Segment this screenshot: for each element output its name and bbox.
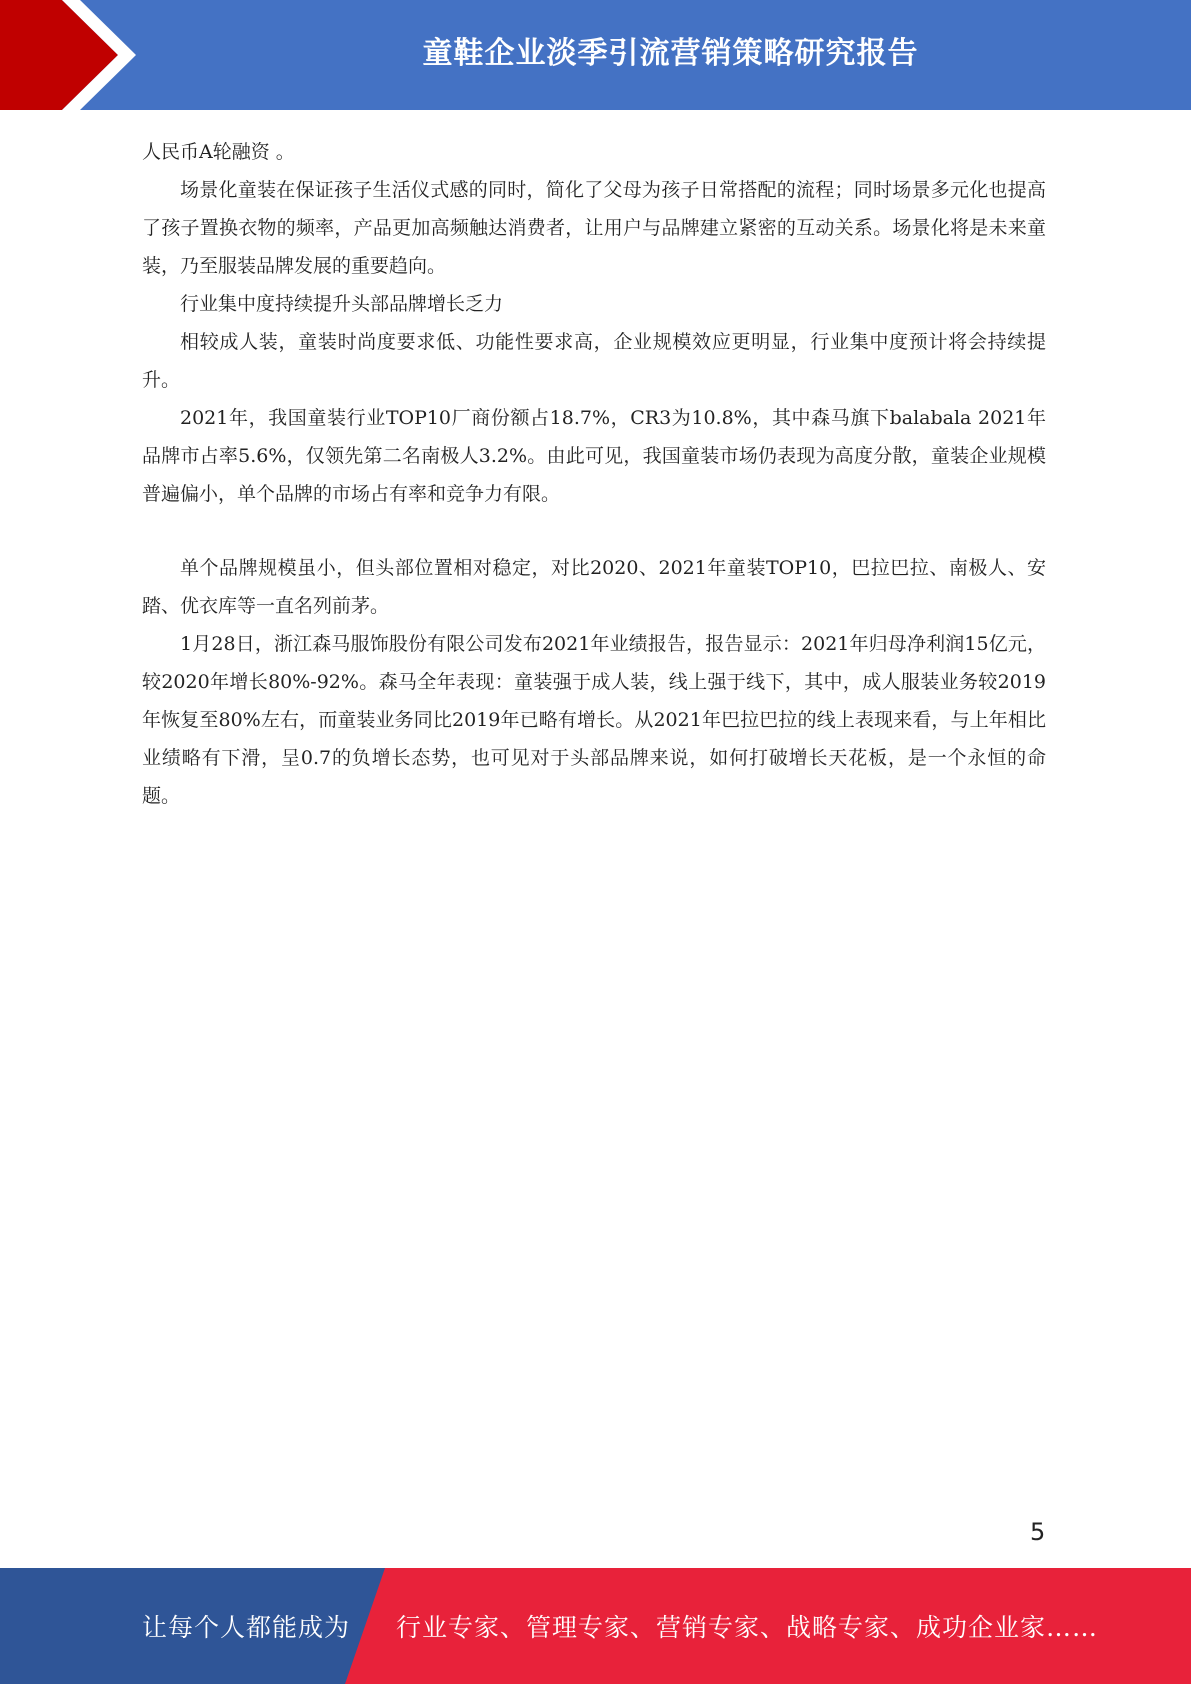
page-footer (0, 1568, 1191, 1684)
header-chevron-decoration (0, 0, 150, 110)
report-title: 童鞋企业淡季引流营销策略研究报告 (422, 36, 919, 71)
paragraph: 场景化童装在保证孩子生活仪式感的同时，简化了父母为孩子日常搭配的流程；同时场景多元化也提高了孩子置换衣物的频率，产品更加高频触达消费者，让用户与品牌建立紧密的互动关系。场景化将是未来童装，乃至服装品牌发展的重要趋向。 (142, 179, 1046, 277)
paragraph: 2021年，我国童装行业TOP10厂商份额占18.7%，CR3为10.8%，其中森马旗下balabala 2021年品牌市占率5.6%，仅领先第二名南极人3.2%。由此可见，我国童装市场仍表现为高度分散，童装企业规模普遍偏小，单个品牌的市场占有率和竞争力有限。 (142, 407, 1046, 505)
paragraph: 人民币A轮融资 。 (142, 141, 295, 163)
paragraph-spacer (142, 513, 1046, 549)
footer-slogan-right: 行业专家、管理专家、营销专家、战略专家、成功企业家…… (396, 1613, 1099, 1642)
paragraph: 单个品牌规模虽小，但头部位置相对稳定，对比2020、2021年童装TOP10，巴拉巴拉、南极人、安踏、优衣库等一直名列前茅。 (142, 557, 1046, 617)
paragraph: 1月28日，浙江森马服饰股份有限公司发布2021年业绩报告，报告显示：2021年归母净利润15亿元，较2020年增长80%-92%。森马全年表现：童装强于成人装，线上强于线下，其中，成人服装业务较2019年恢复至80%左右，而童装业务同比2019年已略有增长。从2021年巴拉巴拉的线上表现来看，与上年相比业绩略有下滑，呈0.7的负增长态势，也可见对于头部品牌来说，如何打破增长天花板，是一个永恒的命题。 (142, 633, 1046, 807)
page-number: 5 (1030, 1518, 1046, 1546)
page-header (0, 0, 1191, 110)
footer-slogan-left: 让每个人都能成为 (142, 1613, 351, 1642)
document-body (142, 133, 1046, 815)
section-heading: 行业集中度持续提升头部品牌增长乏力 (180, 293, 504, 315)
paragraph: 相较成人装，童装时尚度要求低、功能性要求高，企业规模效应更明显，行业集中度预计将会持续提升。 (142, 331, 1046, 391)
